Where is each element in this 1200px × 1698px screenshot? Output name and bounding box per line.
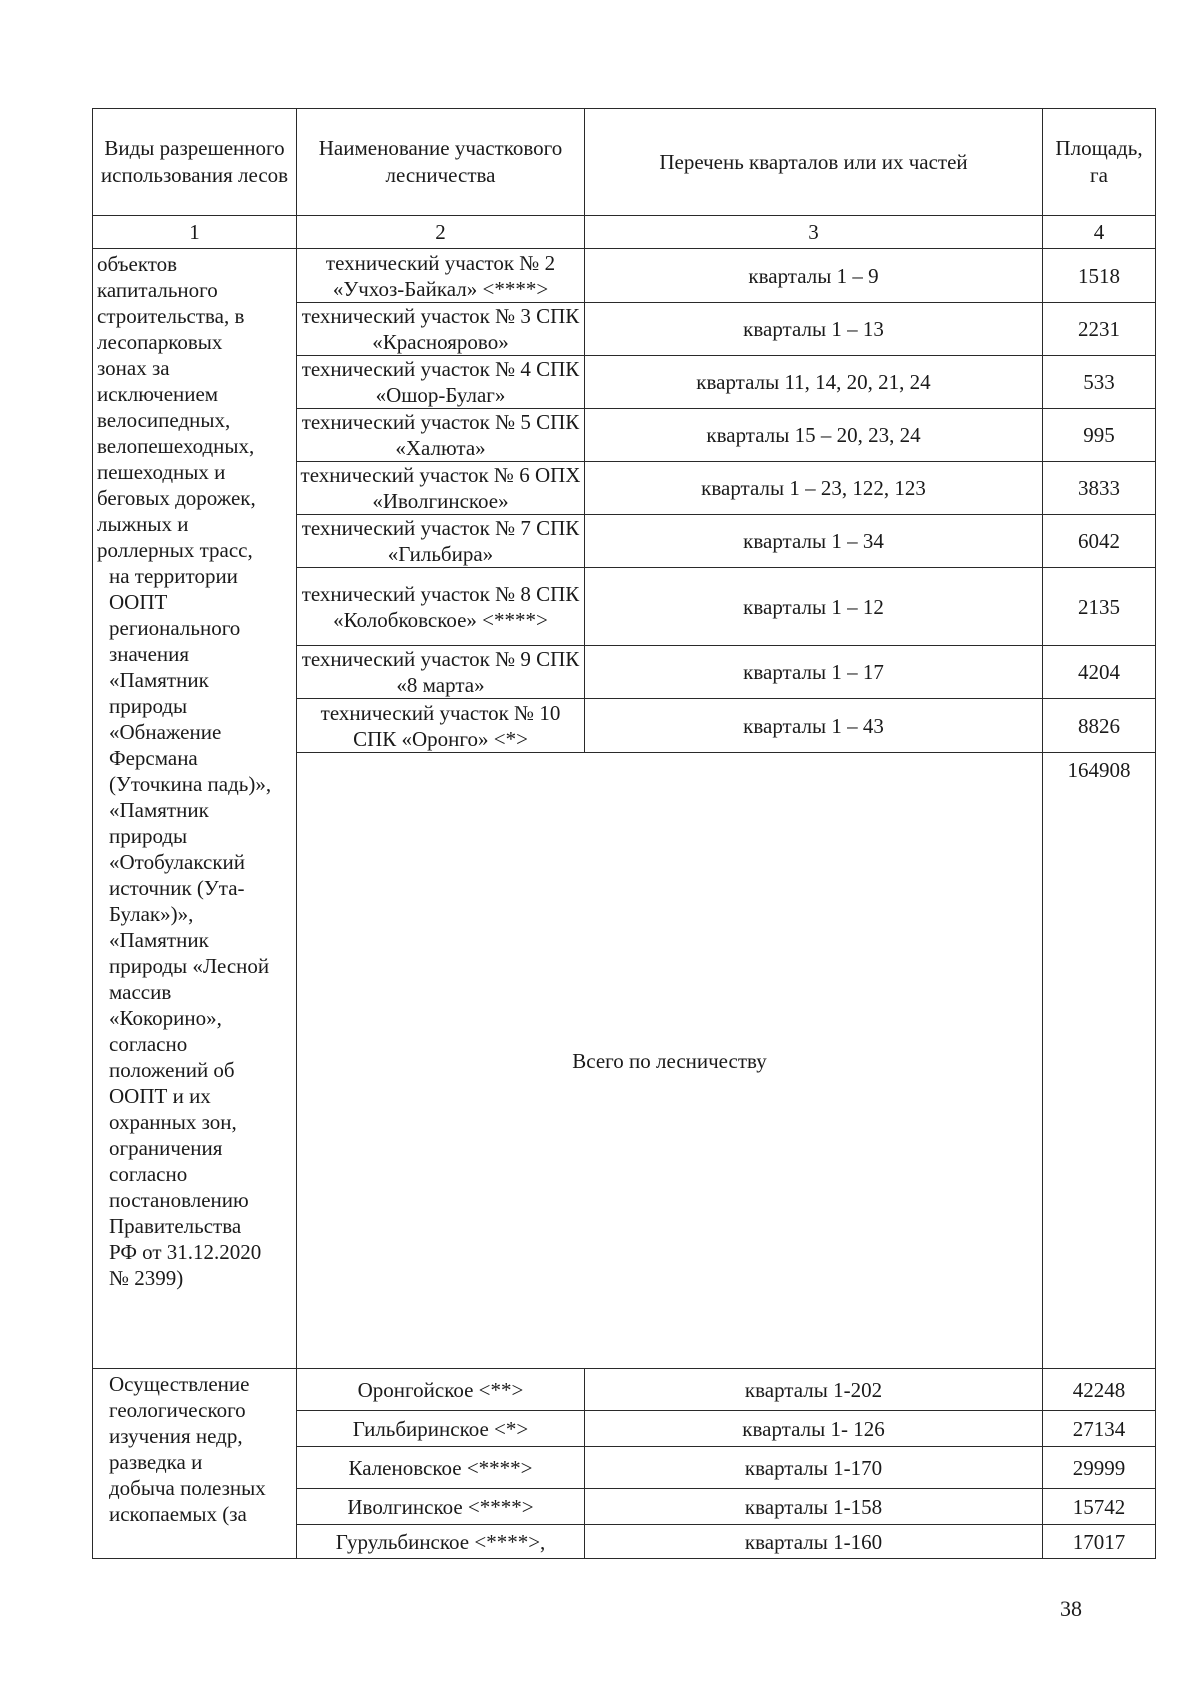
- header-cell: Наименование участкового лесничества: [297, 109, 585, 216]
- forestry-name: технический участок № 3 СПК «Красноярово»: [297, 303, 585, 356]
- section-1-text-part1: объектов капитального строительства, в лесопарковых зонах за исключением велосипедных, велопешеходных, пешеходных и беговых дорожек, лыжных и роллерных трасс,: [97, 252, 256, 562]
- area: 1518: [1043, 249, 1156, 303]
- area: 4204: [1043, 646, 1156, 699]
- quarters: кварталы 15 – 20, 23, 24: [585, 409, 1043, 462]
- area: 2135: [1043, 568, 1156, 646]
- quarters: кварталы 1 – 43: [585, 699, 1043, 753]
- quarters: кварталы 1 – 9: [585, 249, 1043, 303]
- area: 6042: [1043, 515, 1156, 568]
- page-number: 38: [1060, 1596, 1082, 1621]
- area: 8826: [1043, 699, 1156, 753]
- forestry-name: технический участок № 9 СПК «8 марта»: [297, 646, 585, 699]
- area: 2231: [1043, 303, 1156, 356]
- area: 17017: [1043, 1525, 1156, 1559]
- section-1-use-type: [93, 249, 297, 1369]
- total-area: 164908: [1043, 753, 1156, 1369]
- forestry-name: Каленовское <****>: [297, 1447, 585, 1489]
- quarters: кварталы 1 – 17: [585, 646, 1043, 699]
- area: 27134: [1043, 1411, 1156, 1447]
- area: 29999: [1043, 1447, 1156, 1489]
- area: 533: [1043, 356, 1156, 409]
- forestry-name: Иволгинское <****>: [297, 1489, 585, 1525]
- quarters: кварталы 11, 14, 20, 21, 24: [585, 356, 1043, 409]
- column-number: 1: [93, 216, 297, 249]
- quarters: кварталы 1-170: [585, 1447, 1043, 1489]
- header-cell: Виды разрешенного использования лесов: [93, 109, 297, 216]
- header-cell: Площадь, га: [1043, 109, 1156, 216]
- forestry-name: технический участок № 6 ОПХ «Иволгинское»: [297, 462, 585, 515]
- section-2-text: Осуществление геологического изучения недр, разведка и добыча полезных ископаемых (за: [109, 1372, 266, 1526]
- quarters: кварталы 1 – 34: [585, 515, 1043, 568]
- area: 42248: [1043, 1369, 1156, 1411]
- forestry-name: технический участок № 7 СПК «Гильбира»: [297, 515, 585, 568]
- forest-use-table: [92, 108, 1156, 1559]
- quarters: кварталы 1-202: [585, 1369, 1043, 1411]
- forestry-name: Оронгойское <**>: [297, 1369, 585, 1411]
- table-row: [93, 1369, 1156, 1411]
- quarters: кварталы 1 – 23, 122, 123: [585, 462, 1043, 515]
- area: 15742: [1043, 1489, 1156, 1525]
- forestry-name: технический участок № 5 СПК «Халюта»: [297, 409, 585, 462]
- header-row: [93, 109, 1156, 216]
- total-label: Всего по лесничеству: [297, 753, 1043, 1369]
- area: 3833: [1043, 462, 1156, 515]
- forestry-name: Гильбиринское <*>: [297, 1411, 585, 1447]
- quarters: кварталы 1- 126: [585, 1411, 1043, 1447]
- section-1-text-part2: на территории ООПТ регионального значения «Памятник природы «Обнажение Ферсмана (Уточкина падь)», «Памятник природы «Отобулакский источник (Ута- Булак»)», «Памятник природы «Лесной массив «Кокорино», согласно положений об ООПТ и их охранных зон, ограничения согласно постановлению Правительства РФ от 31.12.2020 № 2399): [109, 564, 272, 1290]
- area: 995: [1043, 409, 1156, 462]
- section-2-use-type: [93, 1369, 297, 1559]
- column-number-row: [93, 216, 1156, 249]
- forestry-name: технический участок № 2 «Учхоз-Байкал» <****>: [297, 249, 585, 303]
- forestry-name: технический участок № 4 СПК «Ошор-Булаг»: [297, 356, 585, 409]
- quarters: кварталы 1 – 13: [585, 303, 1043, 356]
- column-number: 3: [585, 216, 1043, 249]
- column-number: 4: [1043, 216, 1156, 249]
- forestry-name: технический участок № 10 СПК «Оронго» <*>: [297, 699, 585, 753]
- forestry-name: технический участок № 8 СПК «Колобковское» <****>: [297, 568, 585, 646]
- column-number: 2: [297, 216, 585, 249]
- quarters: кварталы 1-160: [585, 1525, 1043, 1559]
- quarters: кварталы 1 – 12: [585, 568, 1043, 646]
- header-cell: Перечень кварталов или их частей: [585, 109, 1043, 216]
- quarters: кварталы 1-158: [585, 1489, 1043, 1525]
- forestry-name: Гурульбинское <****>,: [297, 1525, 585, 1559]
- table-row: [93, 249, 1156, 303]
